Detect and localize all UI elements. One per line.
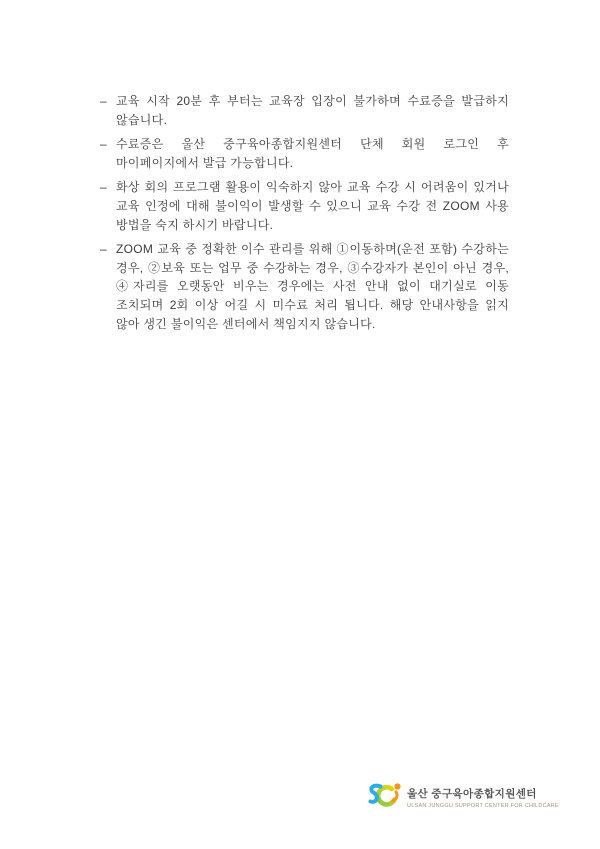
center-logo-icon <box>367 782 403 818</box>
bullet-dash: – <box>100 242 107 257</box>
bullet-dash: – <box>100 137 107 152</box>
list-item <box>100 135 509 172</box>
notice-text-block <box>100 92 509 339</box>
list-item <box>100 92 509 129</box>
organization-name-english: ULSAN JUNGGU SUPPORT CENTER FOR CHILDCARE <box>407 802 559 809</box>
list-item <box>100 240 509 333</box>
organization-logo <box>367 781 559 818</box>
bullet-text: 화상 회의 프로그램 활용이 익숙하지 않아 교육 수강 시 어려움이 있거나 교육 인정에 대해 불이익이 발생할 수 있으니 교육 수강 전 ZOOM 사용 방법을 숙지 하시기 바랍니다. <box>116 180 509 232</box>
bullet-text: 수료증은 울산 중구육아종합지원센터 단체 회원 로그인 후 마이페이지에서 발급 가능합니다. <box>116 137 509 170</box>
bullet-text: ZOOM 교육 중 정확한 이수 관리를 위해 ①이동하며(운전 포함) 수강하는 경우, ②보육 또는 업무 중 수강하는 경우, ③수강자가 본인이 아닌 경우, ④자리를 오랫동안 비우는 경우에는 사전 안내 없이 대기실로 이동 조치되며 2회 이상 어길 시 미수료 처리 됩니다. 해당 안내사항을 읽지 않아 생긴 불이익은 센터에서 책임지지 않습니다. <box>116 242 509 331</box>
bullet-dash: – <box>100 94 107 108</box>
bullet-text: 교육 시작 20분 후 부터는 교육장 입장이 불가하며 수료증을 발급하지 않습니다. <box>116 94 509 127</box>
organization-name-korean: 울산 중구육아종합지원센터 <box>407 788 537 800</box>
list-item <box>100 178 509 234</box>
bullet-dash: – <box>100 180 107 195</box>
organization-name <box>407 786 559 809</box>
